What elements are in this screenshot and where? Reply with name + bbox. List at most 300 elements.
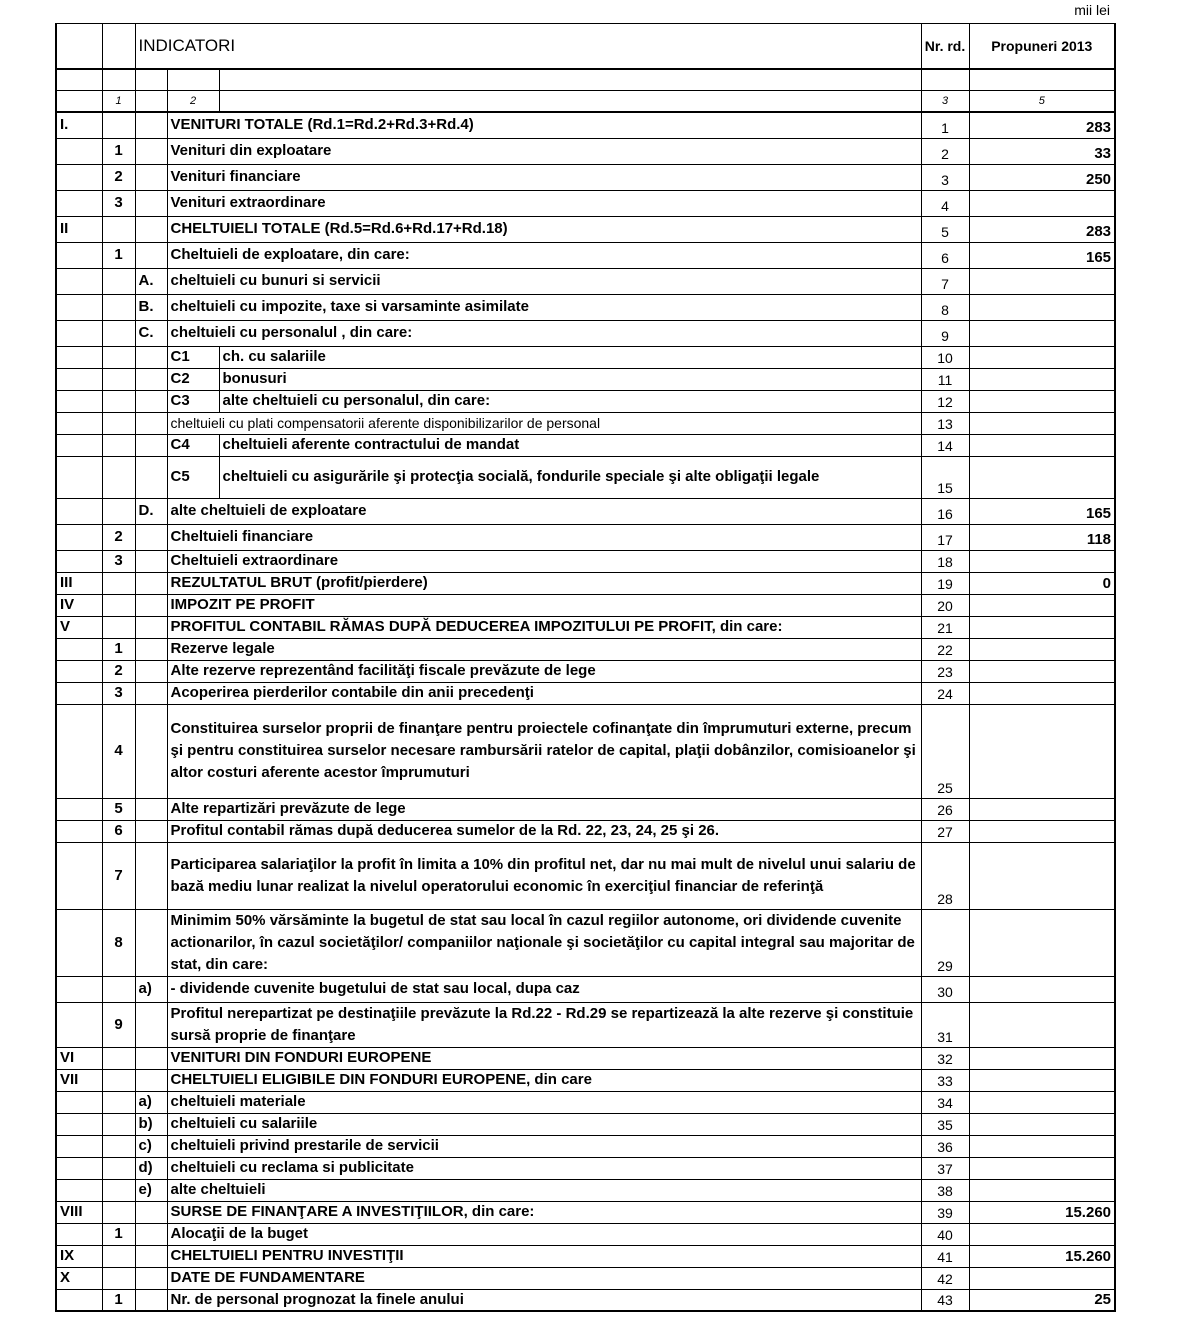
row-roman-number [56,842,102,909]
row-sub-number [102,112,135,138]
row-letter [135,434,167,456]
row-sub-number [102,1113,135,1135]
row-nr: 3 [921,164,969,190]
row-nr: 14 [921,434,969,456]
row-roman-number [56,320,102,346]
row-nr: 8 [921,294,969,320]
row-roman-number: X [56,1267,102,1289]
table-row [56,660,1115,682]
row-value [969,1157,1115,1179]
row-label: cheltuieli aferente contractului de mandat [219,434,921,456]
row-value [969,976,1115,1002]
table-row [56,1267,1115,1289]
row-label: PROFITUL CONTABIL RĂMAS DUPĂ DEDUCEREA IMPOZITULUI PE PROFIT, din care: [167,616,921,638]
row-roman-number [56,1157,102,1179]
row-value [969,798,1115,820]
row-sub-number: 4 [102,704,135,798]
row-roman-number [56,798,102,820]
row-sub-number [102,294,135,320]
row-sub-number [102,456,135,498]
col-index-5: 5 [969,91,1115,113]
row-value [969,294,1115,320]
row-letter: b) [135,1113,167,1135]
table-row [56,616,1115,638]
row-sub-number [102,572,135,594]
table-row [56,1157,1115,1179]
row-value [969,1002,1115,1047]
row-value [969,1113,1115,1135]
row-label: Venituri din exploatare [167,138,921,164]
row-label: Alte rezerve reprezentând facilităţi fiscale prevăzute de lege [167,660,921,682]
row-roman-number [56,138,102,164]
row-letter [135,1069,167,1091]
row-letter [135,820,167,842]
row-letter [135,164,167,190]
row-label: Rezerve legale [167,638,921,660]
table-row [56,976,1115,1002]
row-roman-number [56,1179,102,1201]
row-nr: 35 [921,1113,969,1135]
row-roman-number [56,294,102,320]
row-roman-number [56,1113,102,1135]
row-roman-number [56,1002,102,1047]
row-letter [135,1002,167,1047]
row-nr: 36 [921,1135,969,1157]
row-sub-number [102,1267,135,1289]
row-letter [135,704,167,798]
row-value: 165 [969,498,1115,524]
row-letter [135,390,167,412]
row-value [969,682,1115,704]
row-value: 33 [969,138,1115,164]
row-label: cheltuieli cu personalul , din care: [167,320,921,346]
header-nr-rd: Nr. rd. [921,24,969,69]
row-label: SURSE DE FINANŢARE A INVESTIŢIILOR, din care: [167,1201,921,1223]
row-sub-number: 3 [102,682,135,704]
row-nr: 33 [921,1069,969,1091]
row-nr: 2 [921,138,969,164]
row-label: DATE DE FUNDAMENTARE [167,1267,921,1289]
header-indicatori: INDICATORI [135,24,921,69]
table-row [56,456,1115,498]
row-value [969,1135,1115,1157]
table-row [56,216,1115,242]
row-roman-number [56,909,102,976]
row-nr: 21 [921,616,969,638]
table-row [56,798,1115,820]
row-value [969,842,1115,909]
row-sub-number: 1 [102,138,135,164]
row-label: alte cheltuieli [167,1179,921,1201]
table-row [56,390,1115,412]
row-value [969,456,1115,498]
row-letter [135,190,167,216]
row-sub-number: 1 [102,1289,135,1311]
row-value [969,434,1115,456]
row-label: Cheltuieli de exploatare, din care: [167,242,921,268]
row-letter [135,368,167,390]
row-roman-number: IX [56,1245,102,1267]
row-value [969,1047,1115,1069]
row-value [969,346,1115,368]
row-label: cheltuieli cu impozite, taxe si varsaminte asimilate [167,294,921,320]
row-nr: 31 [921,1002,969,1047]
row-nr: 32 [921,1047,969,1069]
row-letter [135,1201,167,1223]
row-value [969,909,1115,976]
row-value: 0 [969,572,1115,594]
header-propuneri: Propuneri 2013 [969,24,1115,69]
row-nr: 37 [921,1157,969,1179]
row-letter: A. [135,268,167,294]
row-value [969,1091,1115,1113]
row-label: ch. cu salariile [219,346,921,368]
row-nr: 9 [921,320,969,346]
table-row [56,164,1115,190]
row-nr: 10 [921,346,969,368]
table-row [56,138,1115,164]
row-letter: B. [135,294,167,320]
row-sub-number [102,320,135,346]
row-label: cheltuieli cu bunuri si servicii [167,268,921,294]
row-letter [135,909,167,976]
row-label: Cheltuieli financiare [167,524,921,550]
row-sub-number: 5 [102,798,135,820]
row-sub-number [102,390,135,412]
table-row [56,1091,1115,1113]
row-label: cheltuieli cu asigurările şi protecţia socială, fondurile speciale şi alte obligaţii legale [219,456,921,498]
spacer-row [56,69,1115,91]
row-roman-number [56,268,102,294]
row-letter [135,1245,167,1267]
row-letter [135,412,167,434]
row-sub-number [102,1091,135,1113]
table-row [56,704,1115,798]
row-nr: 42 [921,1267,969,1289]
row-letter: D. [135,498,167,524]
row-label: Nr. de personal prognozat la finele anului [167,1289,921,1311]
row-label: IMPOZIT PE PROFIT [167,594,921,616]
row-value [969,638,1115,660]
row-value [969,616,1115,638]
table-row [56,242,1115,268]
row-letter [135,346,167,368]
row-sub-number [102,1179,135,1201]
row-value: 25 [969,1289,1115,1311]
row-letter [135,1267,167,1289]
budget-table [55,23,1116,1312]
row-letter [135,216,167,242]
row-label: Participarea salariaţilor la profit în limita a 10% din profitul net, dar nu mai mult de nivelul unui salariu de bază mediu lunar realizat la nivelul operatorului economic în exerciţiul financiar de referinţă [167,842,921,909]
row-value: 283 [969,112,1115,138]
row-roman-number [56,704,102,798]
row-sub-number [102,1245,135,1267]
row-roman-number [56,346,102,368]
row-letter [135,1223,167,1245]
row-label: alte cheltuieli de exploatare [167,498,921,524]
row-value [969,820,1115,842]
row-label: Minimim 50% vărsăminte la bugetul de stat sau local în cazul regiilor autonome, ori dividende cuvenite actionarilor, în cazul societăţilor/ companiilor naţionale şi societăţilor cu capital integral sau majoritar de stat, din care: [167,909,921,976]
row-letter [135,638,167,660]
row-value: 165 [969,242,1115,268]
table-row [56,268,1115,294]
row-nr: 12 [921,390,969,412]
row-nr: 30 [921,976,969,1002]
row-nr: 17 [921,524,969,550]
row-roman-number [56,434,102,456]
row-nr: 25 [921,704,969,798]
table-row [56,1069,1115,1091]
row-sub-number [102,434,135,456]
row-sub-number [102,216,135,242]
unit-label: mii lei [1074,2,1110,18]
row-nr: 23 [921,660,969,682]
row-letter [135,616,167,638]
row-letter [135,660,167,682]
row-label: Profitul nerepartizat pe destinaţiile prevăzute la Rd.22 - Rd.29 se repartizează la alte rezerve şi constituie sursă proprie de finanţare [167,1002,921,1047]
table-row [56,1245,1115,1267]
row-sub-number [102,616,135,638]
row-sub-number [102,1047,135,1069]
row-label: CHELTUIELI TOTALE (Rd.5=Rd.6+Rd.17+Rd.18) [167,216,921,242]
col-index-3: 3 [921,91,969,113]
row-label: - dividende cuvenite bugetului de stat sau local, dupa caz [167,976,921,1002]
row-letter: a) [135,976,167,1002]
table-row [56,572,1115,594]
row-label: Venituri financiare [167,164,921,190]
row-nr: 5 [921,216,969,242]
row-code: C4 [167,434,219,456]
row-label: Profitul contabil rămas după deducerea sumelor de la Rd. 22, 23, 24, 25 şi 26. [167,820,921,842]
table-row [56,1289,1115,1311]
row-letter [135,138,167,164]
row-roman-number [56,524,102,550]
row-roman-number [56,190,102,216]
row-roman-number [56,164,102,190]
row-nr: 4 [921,190,969,216]
row-nr: 19 [921,572,969,594]
row-label: Alte repartizări prevăzute de lege [167,798,921,820]
row-nr: 26 [921,798,969,820]
row-sub-number [102,1201,135,1223]
table-row [56,909,1115,976]
table-row [56,1047,1115,1069]
row-sub-number [102,368,135,390]
row-value [969,390,1115,412]
row-label: bonusuri [219,368,921,390]
row-roman-number [56,1289,102,1311]
row-letter [135,594,167,616]
row-roman-number [56,550,102,572]
row-roman-number [56,412,102,434]
row-value [969,320,1115,346]
row-sub-number: 7 [102,842,135,909]
row-label: cheltuieli cu plati compensatorii aferente disponibilizarilor de personal [167,412,921,434]
row-letter: d) [135,1157,167,1179]
row-sub-number: 3 [102,550,135,572]
row-roman-number [56,1135,102,1157]
row-value [969,594,1115,616]
row-value [969,190,1115,216]
row-label: CHELTUIELI PENTRU INVESTIŢII [167,1245,921,1267]
row-value: 250 [969,164,1115,190]
row-nr: 22 [921,638,969,660]
row-sub-number [102,1157,135,1179]
row-roman-number: II [56,216,102,242]
table-row [56,842,1115,909]
row-sub-number: 1 [102,638,135,660]
row-letter [135,1289,167,1311]
row-letter [135,524,167,550]
row-letter [135,572,167,594]
row-code: C1 [167,346,219,368]
row-label: VENITURI TOTALE (Rd.1=Rd.2+Rd.3+Rd.4) [167,112,921,138]
col-index-2: 2 [167,91,219,113]
row-code: C5 [167,456,219,498]
table-row [56,412,1115,434]
row-value [969,660,1115,682]
row-letter: e) [135,1179,167,1201]
row-nr: 27 [921,820,969,842]
row-roman-number [56,976,102,1002]
col-index-1: 1 [102,91,135,113]
row-value: 15.260 [969,1245,1115,1267]
row-label: alte cheltuieli cu personalul, din care: [219,390,921,412]
row-label: cheltuieli cu salariile [167,1113,921,1135]
table-row [56,1135,1115,1157]
row-roman-number: V [56,616,102,638]
row-nr: 43 [921,1289,969,1311]
row-sub-number: 8 [102,909,135,976]
row-value [969,1069,1115,1091]
row-sub-number [102,346,135,368]
table-row [56,112,1115,138]
column-index-row [56,91,1115,113]
row-letter [135,242,167,268]
row-roman-number [56,390,102,412]
row-sub-number: 1 [102,242,135,268]
row-letter: c) [135,1135,167,1157]
row-label: cheltuieli privind prestarile de servicii [167,1135,921,1157]
table-row [56,1179,1115,1201]
row-roman-number: VII [56,1069,102,1091]
row-roman-number [56,820,102,842]
row-letter [135,550,167,572]
row-value [969,1267,1115,1289]
row-value [969,1179,1115,1201]
table-row [56,594,1115,616]
row-nr: 13 [921,412,969,434]
row-sub-number: 6 [102,820,135,842]
table-row [56,524,1115,550]
row-letter [135,842,167,909]
row-sub-number: 1 [102,1223,135,1245]
row-sub-number: 2 [102,164,135,190]
row-letter: C. [135,320,167,346]
row-letter [135,456,167,498]
row-nr: 18 [921,550,969,572]
row-nr: 1 [921,112,969,138]
table-row [56,346,1115,368]
table-row [56,498,1115,524]
row-value [969,268,1115,294]
row-label: Alocaţii de la buget [167,1223,921,1245]
row-roman-number: III [56,572,102,594]
table-row [56,1002,1115,1047]
row-sub-number: 3 [102,190,135,216]
header-row [56,24,1115,69]
row-value [969,704,1115,798]
row-sub-number: 9 [102,1002,135,1047]
row-roman-number [56,1223,102,1245]
row-roman-number [56,660,102,682]
table-row [56,682,1115,704]
row-label: VENITURI DIN FONDURI EUROPENE [167,1047,921,1069]
row-value [969,550,1115,572]
row-label: Cheltuieli extraordinare [167,550,921,572]
table-row [56,638,1115,660]
row-sub-number [102,498,135,524]
row-roman-number [56,638,102,660]
table-row [56,1113,1115,1135]
row-nr: 15 [921,456,969,498]
row-letter [135,112,167,138]
row-label: cheltuieli cu reclama si publicitate [167,1157,921,1179]
row-label: REZULTATUL BRUT (profit/pierdere) [167,572,921,594]
row-value: 15.260 [969,1201,1115,1223]
row-value [969,368,1115,390]
row-letter: a) [135,1091,167,1113]
row-roman-number [56,368,102,390]
row-value: 283 [969,216,1115,242]
row-letter [135,798,167,820]
row-nr: 6 [921,242,969,268]
row-nr: 24 [921,682,969,704]
row-label: Constituirea surselor proprii de finanţare pentru proiectele cofinanţate din împrumuturi externe, precum şi pentru constituirea surselor necesare rambursării ratelor de capital, plaţii dobânzilor, comisioanelor şi altor costuri aferente acestor împrumuturi [167,704,921,798]
table-row [56,320,1115,346]
row-nr: 20 [921,594,969,616]
row-nr: 38 [921,1179,969,1201]
row-label: CHELTUIELI ELIGIBILE DIN FONDURI EUROPENE, din care [167,1069,921,1091]
row-nr: 34 [921,1091,969,1113]
row-value [969,1223,1115,1245]
row-label: Acoperirea pierderilor contabile din anii precedenţi [167,682,921,704]
table-row [56,1201,1115,1223]
row-letter [135,1047,167,1069]
row-code: C2 [167,368,219,390]
row-roman-number [56,682,102,704]
row-roman-number: I. [56,112,102,138]
row-code: C3 [167,390,219,412]
row-nr: 16 [921,498,969,524]
row-nr: 28 [921,842,969,909]
row-sub-number [102,412,135,434]
row-roman-number [56,242,102,268]
row-sub-number [102,976,135,1002]
row-nr: 41 [921,1245,969,1267]
row-nr: 11 [921,368,969,390]
row-label: cheltuieli materiale [167,1091,921,1113]
table-row [56,434,1115,456]
row-letter [135,682,167,704]
row-roman-number [56,456,102,498]
table-row [56,190,1115,216]
row-roman-number [56,498,102,524]
row-nr: 29 [921,909,969,976]
table-row [56,820,1115,842]
row-value: 118 [969,524,1115,550]
row-value [969,412,1115,434]
